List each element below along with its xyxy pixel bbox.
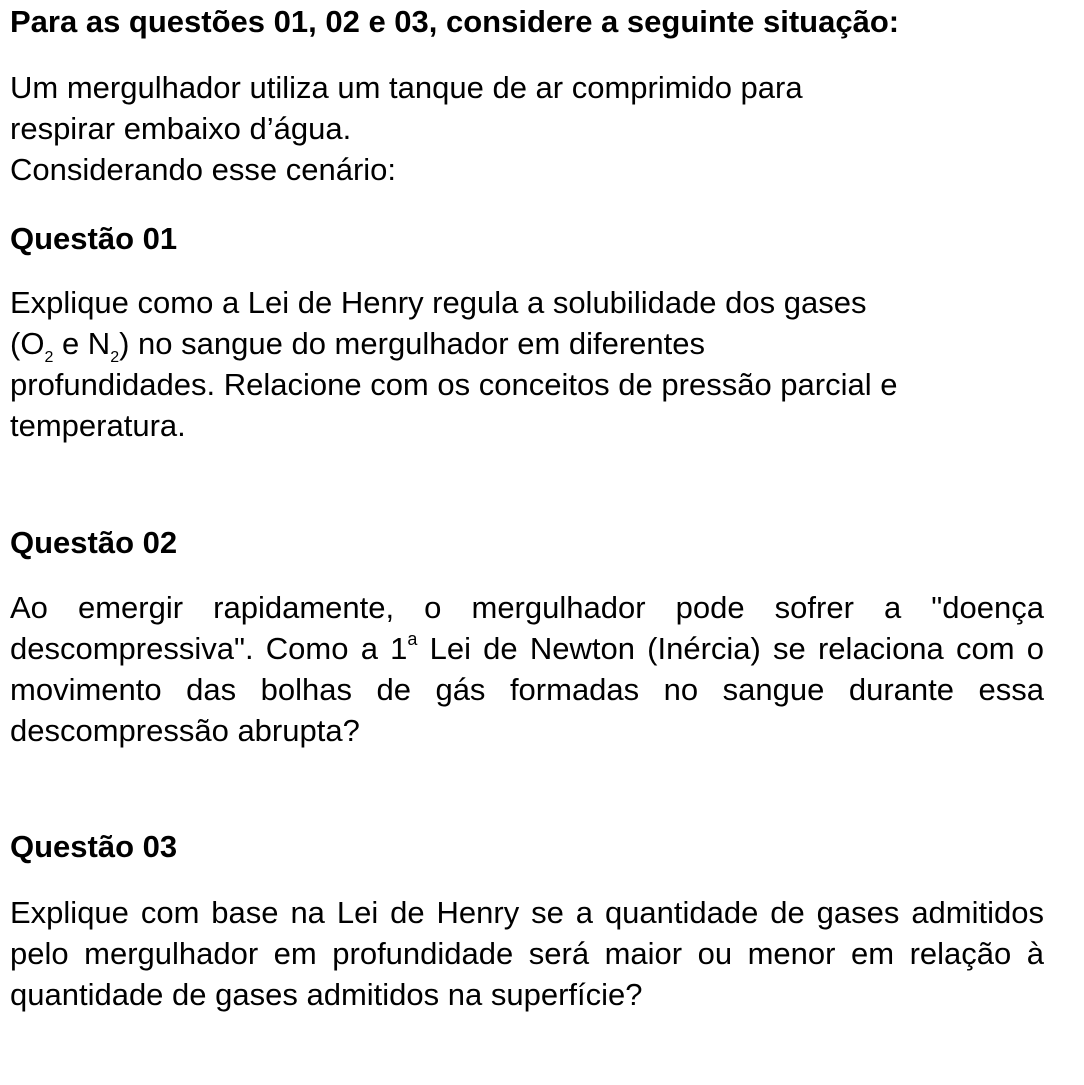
scenario-line-3: Considerando esse cenário: (10, 152, 397, 187)
question-02-text (10, 587, 1044, 751)
scenario-line-1: Um mergulhador utiliza um tanque de ar comprimido para (10, 70, 803, 105)
question-01-line-2 (10, 323, 1044, 364)
question-01-line-2-end: ) no sangue do mergulhador em diferentes (119, 326, 706, 361)
question-01-line-3: profundidades. Relacione com os conceitos de pressão parcial e (10, 367, 898, 402)
scenario-text (10, 67, 1044, 190)
question-01-text (10, 282, 1044, 446)
question-02-text-start: Ao emergir rapidamente, o mergulhador pode sofrer a "doença descompressiva". Como a 1 (10, 590, 1044, 666)
scenario-line-2: respirar embaixo d’água. (10, 111, 352, 146)
question-02-title: Questão 02 (10, 525, 178, 560)
n2-prefix: e N (53, 326, 111, 361)
question-02-text-end: Lei de Newton (Inércia) se relaciona com o movimento das bolhas de gás formadas no sangue durante essa descompressão abrupta? (10, 631, 1044, 748)
n2-subscript: 2 (110, 349, 120, 366)
o2-subscript: 2 (44, 349, 54, 366)
question-01-line-1: Explique como a Lei de Henry regula a solubilidade dos gases (10, 285, 867, 320)
question-01-line-4: temperatura. (10, 408, 186, 443)
question-03-text: Explique com base na Lei de Henry se a quantidade de gases admitidos pelo mergulhador em profundidade será maior ou menor em relação à quantidade de gases admitidos na superfície? (10, 895, 1044, 1012)
ordinal-indicator: a (407, 629, 418, 649)
intro-heading: Para as questões 01, 02 e 03, considere a seguinte situação: (10, 4, 900, 39)
question-03-title: Questão 03 (10, 829, 178, 864)
o2-prefix: (O (10, 326, 45, 361)
question-01-title: Questão 01 (10, 221, 178, 256)
